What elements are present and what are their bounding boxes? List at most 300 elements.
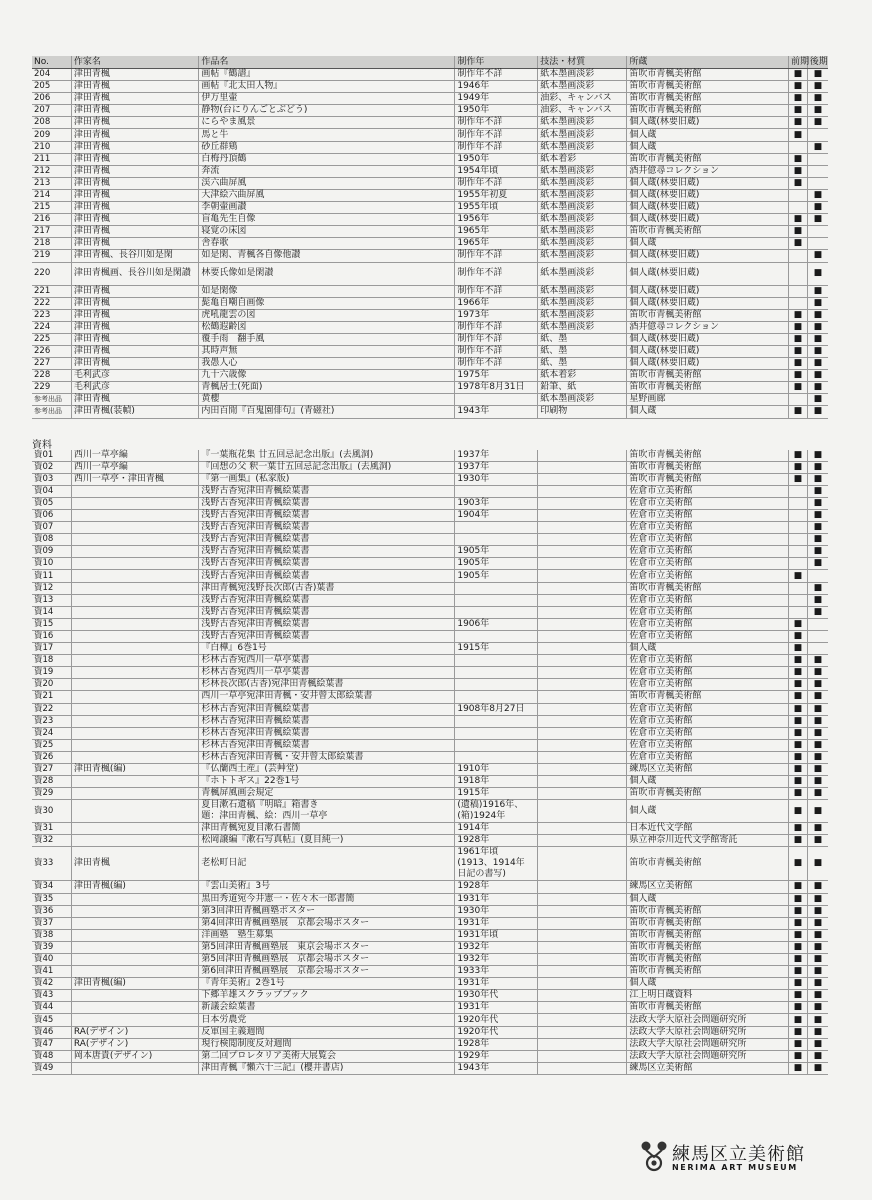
cell-period1-mark: ■ (789, 881, 808, 893)
cell-owner: 笛吹市青楓美術館 (627, 309, 789, 321)
cell-work: 松鶴遐齢図 (199, 321, 455, 333)
table-row (32, 358, 828, 370)
cell-artist (71, 703, 198, 715)
cell-technique (538, 1050, 627, 1062)
cell-artist: 津田青楓画、長谷川如是閑讃 (71, 262, 198, 285)
table-row (32, 321, 828, 333)
cell-work: 新議会絵葉書 (199, 1002, 455, 1014)
cell-technique (538, 800, 627, 823)
cell-owner: 佐倉市立美術館 (627, 594, 789, 606)
cell-period2-mark: ■ (807, 655, 828, 667)
table-row (32, 81, 828, 93)
cell-year: 1905年 (455, 570, 538, 582)
cell-year: 1955年頃 (455, 202, 538, 214)
cell-period1-mark: ■ (789, 739, 808, 751)
cell-owner: 酒井億尋コレクション (627, 321, 789, 333)
cell-period1-mark: ■ (789, 990, 808, 1002)
cell-work: 杉林古香宛津田青楓絵葉書 (199, 727, 455, 739)
cell-no: 資43 (32, 990, 71, 1002)
cell-period2-mark: ■ (807, 667, 828, 679)
cell-period1-mark (789, 558, 808, 570)
cell-owner: 個人蔵(林要旧蔵) (627, 285, 789, 297)
cell-year: 1930年 (455, 905, 538, 917)
cell-work: 浅野古香宛津田青楓絵葉書 (199, 546, 455, 558)
cell-technique (538, 763, 627, 775)
cell-year (455, 739, 538, 751)
cell-technique (538, 715, 627, 727)
cell-owner: 佐倉市立美術館 (627, 570, 789, 582)
cell-year (455, 522, 538, 534)
cell-period2-mark: ■ (807, 954, 828, 966)
cell-owner: 個人蔵(林要旧蔵) (627, 297, 789, 309)
cell-artist: 津田青楓 (71, 321, 198, 333)
table-row (32, 450, 828, 462)
cell-owner: 笛吹市青楓美術館 (627, 226, 789, 238)
cell-no: 資26 (32, 751, 71, 763)
cell-owner: 笛吹市青楓美術館 (627, 450, 789, 462)
cell-period2-mark: ■ (807, 406, 828, 418)
cell-owner: 個人蔵 (627, 776, 789, 788)
cell-work: 大津絵六曲屏風 (199, 189, 455, 201)
cell-period1-mark: ■ (789, 703, 808, 715)
cell-period2-mark: ■ (807, 582, 828, 594)
cell-period1-mark (789, 534, 808, 546)
table-row (32, 497, 828, 509)
cell-period1-mark: ■ (789, 691, 808, 703)
cell-no: 資44 (32, 1002, 71, 1014)
cell-period1-mark: ■ (789, 165, 808, 177)
cell-owner: 個人蔵 (627, 406, 789, 418)
cell-period1-mark: ■ (789, 655, 808, 667)
cell-owner: 笛吹市青楓美術館 (627, 788, 789, 800)
cell-period1-mark: ■ (789, 406, 808, 418)
cell-owner: 佐倉市立美術館 (627, 534, 789, 546)
cell-period2-mark: ■ (807, 751, 828, 763)
cell-period1-mark: ■ (789, 643, 808, 655)
cell-work: 画帖『鶴譜』 (199, 69, 455, 81)
header-year: 制作年 (455, 56, 538, 69)
cell-year: 1943年 (455, 406, 538, 418)
cell-technique: 紙本墨画淡彩 (538, 394, 627, 406)
cell-work: 渓六曲屏風 (199, 177, 455, 189)
cell-work: 林要氏像如是閑讃 (199, 262, 455, 285)
table-row (32, 141, 828, 153)
cell-technique: 紙本墨画淡彩 (538, 214, 627, 226)
cell-no: 211 (32, 153, 71, 165)
cell-period2-mark: ■ (807, 727, 828, 739)
table-row (32, 262, 828, 285)
cell-owner: 法政大学大原社会問題研究所 (627, 1014, 789, 1026)
cell-owner: 個人蔵(林要旧蔵) (627, 214, 789, 226)
table-row (32, 285, 828, 297)
table-row (32, 966, 828, 978)
cell-year: 制作年不詳 (455, 69, 538, 81)
cell-period1-mark: ■ (789, 835, 808, 847)
cell-period2-mark: ■ (807, 93, 828, 105)
cell-period2-mark: ■ (807, 929, 828, 941)
cell-year: 1954年頃 (455, 165, 538, 177)
cell-artist: 津田青楓 (71, 141, 198, 153)
cell-no: 資45 (32, 1014, 71, 1026)
cell-work: 第二回プロレタリア美術大展覧会 (199, 1050, 455, 1062)
cell-technique (538, 978, 627, 990)
cell-owner: 日本近代文学館 (627, 823, 789, 835)
cell-no: 資42 (32, 978, 71, 990)
cell-owner: 星野画廊 (627, 394, 789, 406)
cell-artist (71, 691, 198, 703)
cell-period1-mark (789, 546, 808, 558)
cell-work: 寝覚の床図 (199, 226, 455, 238)
cell-artist: 津田青楓(編) (71, 763, 198, 775)
cell-technique: 紙本墨画淡彩 (538, 202, 627, 214)
cell-year: 1937年 (455, 450, 538, 462)
table-row (32, 546, 828, 558)
cell-period2-mark: ■ (807, 1026, 828, 1038)
cell-year: 制作年不詳 (455, 285, 538, 297)
cell-no: 資25 (32, 739, 71, 751)
cell-artist: RA(デザイン) (71, 1026, 198, 1038)
cell-owner: 笛吹市青楓美術館 (627, 382, 789, 394)
cell-technique (538, 966, 627, 978)
cell-artist (71, 823, 198, 835)
cell-period2-mark (807, 153, 828, 165)
cell-period1-mark: ■ (789, 715, 808, 727)
cell-artist (71, 497, 198, 509)
cell-period1-mark: ■ (789, 309, 808, 321)
cell-work: 浅野古香宛津田青楓絵葉書 (199, 497, 455, 509)
cell-artist: 津田青楓 (71, 297, 198, 309)
cell-artist (71, 954, 198, 966)
cell-owner: 笛吹市青楓美術館 (627, 691, 789, 703)
table-row (32, 214, 828, 226)
cell-artist (71, 1002, 198, 1014)
cell-year: 1903年 (455, 497, 538, 509)
cell-year: 制作年不詳 (455, 141, 538, 153)
cell-work: 覆手雨 翻手風 (199, 333, 455, 345)
cell-artist (71, 606, 198, 618)
cell-artist: 津田青楓 (71, 394, 198, 406)
cell-period2-mark: ■ (807, 800, 828, 823)
cell-technique: 紙本墨画淡彩 (538, 285, 627, 297)
cell-period2-mark (807, 129, 828, 141)
cell-technique: 紙本墨画淡彩 (538, 117, 627, 129)
cell-technique (538, 558, 627, 570)
cell-artist (71, 800, 198, 823)
table-row (32, 917, 828, 929)
cell-year: 1905年 (455, 546, 538, 558)
cell-period2-mark: ■ (807, 739, 828, 751)
cell-owner: 個人蔵 (627, 800, 789, 823)
cell-period2-mark: ■ (807, 534, 828, 546)
cell-owner: 佐倉市立美術館 (627, 558, 789, 570)
cell-artist: 津田青楓 (71, 153, 198, 165)
cell-year: 1949年 (455, 93, 538, 105)
table-row (32, 1062, 828, 1074)
cell-period1-mark: ■ (789, 321, 808, 333)
cell-owner: 法政大学大原社会問題研究所 (627, 1038, 789, 1050)
cell-year: 1956年 (455, 214, 538, 226)
cell-year: 1961年頃 (1913、1914年 日記の書写) (455, 847, 538, 881)
cell-owner: 笛吹市青楓美術館 (627, 917, 789, 929)
header-no: No. (32, 56, 71, 69)
cell-no: 207 (32, 105, 71, 117)
cell-period2-mark: ■ (807, 214, 828, 226)
cell-year: 1931年 (455, 893, 538, 905)
cell-period2-mark: ■ (807, 594, 828, 606)
table-row (32, 309, 828, 321)
cell-period1-mark: ■ (789, 1050, 808, 1062)
cell-period2-mark: ■ (807, 69, 828, 81)
cell-work: 『雲山美術』3号 (199, 881, 455, 893)
cell-work: 洋画塾 塾生募集 (199, 929, 455, 941)
cell-no: 資05 (32, 497, 71, 509)
cell-artist (71, 893, 198, 905)
table-row (32, 954, 828, 966)
cell-no: 資18 (32, 655, 71, 667)
cell-owner: 佐倉市立美術館 (627, 739, 789, 751)
cell-technique (538, 727, 627, 739)
cell-no: 資36 (32, 905, 71, 917)
cell-year: 制作年不詳 (455, 358, 538, 370)
cell-owner: 佐倉市立美術館 (627, 630, 789, 642)
cell-owner: 笛吹市青楓美術館 (627, 1002, 789, 1014)
table-row (32, 129, 828, 141)
cell-artist: 毛利武彦 (71, 370, 198, 382)
cell-owner: 江上明日蔵資料 (627, 990, 789, 1002)
cell-year: 制作年不詳 (455, 177, 538, 189)
cell-period2-mark: ■ (807, 189, 828, 201)
cell-owner: 笛吹市青楓美術館 (627, 81, 789, 93)
cell-year: 1943年 (455, 1062, 538, 1074)
catalog-page (32, 56, 828, 1075)
cell-work: 津田青楓宛浅野長次郎(古香)葉書 (199, 582, 455, 594)
cell-period2-mark: ■ (807, 679, 828, 691)
cell-no: 資30 (32, 800, 71, 823)
cell-work: 画帖『北太田人物』 (199, 81, 455, 93)
cell-no: 218 (32, 238, 71, 250)
cell-period2-mark: ■ (807, 691, 828, 703)
cell-work: 『回想の父 釈一葉廿五回忌記念出版』(去風洞) (199, 461, 455, 473)
cell-technique (538, 776, 627, 788)
cell-technique: 印刷物 (538, 406, 627, 418)
cell-no: 229 (32, 382, 71, 394)
cell-artist: 津田青楓(編) (71, 881, 198, 893)
cell-period1-mark: ■ (789, 358, 808, 370)
table-row (32, 473, 828, 485)
museum-name-en: NERIMA ART MUSEUM (672, 1163, 798, 1172)
cell-owner: 個人蔵(林要旧蔵) (627, 250, 789, 262)
cell-no: 資47 (32, 1038, 71, 1050)
cell-artist: 岡本唐貴(デザイン) (71, 1050, 198, 1062)
cell-year: 1931年 (455, 917, 538, 929)
cell-no: 資37 (32, 917, 71, 929)
cell-period1-mark: ■ (789, 69, 808, 81)
cell-technique (538, 606, 627, 618)
cell-work: 浅野古香宛津田青楓絵葉書 (199, 558, 455, 570)
cell-technique: 紙本墨画淡彩 (538, 165, 627, 177)
cell-no: 資40 (32, 954, 71, 966)
cell-period1-mark: ■ (789, 905, 808, 917)
table-row (32, 905, 828, 917)
cell-period2-mark: ■ (807, 823, 828, 835)
cell-technique: 紙本墨画淡彩 (538, 250, 627, 262)
table-row (32, 990, 828, 1002)
cell-year: 1915年 (455, 788, 538, 800)
table-row (32, 69, 828, 81)
cell-period2-mark: ■ (807, 763, 828, 775)
cell-no: 226 (32, 345, 71, 357)
cell-period1-mark: ■ (789, 345, 808, 357)
cell-no: 225 (32, 333, 71, 345)
cell-period1-mark (789, 485, 808, 497)
cell-period1-mark (789, 285, 808, 297)
cell-owner: 個人蔵(林要旧蔵) (627, 189, 789, 201)
table-row (32, 606, 828, 618)
table-row (32, 643, 828, 655)
table-row (32, 534, 828, 546)
cell-period2-mark: ■ (807, 881, 828, 893)
cell-work: にらやま風景 (199, 117, 455, 129)
table-row (32, 189, 828, 201)
cell-period2-mark: ■ (807, 202, 828, 214)
cell-work: 夏目漱石遺稿『明暗』箱書き 題：津田青楓、絵：西川一草亭 (199, 800, 455, 823)
cell-owner: 笛吹市青楓美術館 (627, 370, 789, 382)
cell-no: 220 (32, 262, 71, 285)
cell-artist: 津田青楓 (71, 309, 198, 321)
cell-no: 資46 (32, 1026, 71, 1038)
table-row (32, 776, 828, 788)
cell-technique (538, 929, 627, 941)
cell-work: 浅野古香宛津田青楓絵葉書 (199, 485, 455, 497)
cell-work: 如是閑、青楓各自像他讃 (199, 250, 455, 262)
cell-technique: 紙本墨画淡彩 (538, 309, 627, 321)
cell-work: 杉林古香宛津田青楓絵葉書 (199, 715, 455, 727)
cell-work: 杉林長次郎(古香)宛津田青楓絵葉書 (199, 679, 455, 691)
cell-period1-mark: ■ (789, 954, 808, 966)
cell-no: 資17 (32, 643, 71, 655)
cell-period1-mark: ■ (789, 763, 808, 775)
cell-artist (71, 485, 198, 497)
cell-no: 資41 (32, 966, 71, 978)
cell-no: 資03 (32, 473, 71, 485)
cell-period1-mark: ■ (789, 1038, 808, 1050)
cell-owner: 笛吹市青楓美術館 (627, 905, 789, 917)
cell-technique (538, 510, 627, 522)
cell-work: 李朝壷画讃 (199, 202, 455, 214)
table-row (32, 226, 828, 238)
cell-technique (538, 788, 627, 800)
cell-period2-mark (807, 177, 828, 189)
cell-artist (71, 739, 198, 751)
cell-technique (538, 630, 627, 642)
cell-technique (538, 703, 627, 715)
table-row (32, 345, 828, 357)
cell-owner: 練馬区立美術館 (627, 1062, 789, 1074)
cell-work: 第3回津田青楓画塾ポスター (199, 905, 455, 917)
cell-year: 1932年 (455, 954, 538, 966)
cell-no: 資29 (32, 788, 71, 800)
header-artist: 作家名 (71, 56, 198, 69)
cell-period2-mark: ■ (807, 847, 828, 881)
cell-owner: 笛吹市青楓美術館 (627, 153, 789, 165)
cell-no: 資27 (32, 763, 71, 775)
cell-artist: 西川一草亭・津田青楓 (71, 473, 198, 485)
cell-no: 204 (32, 69, 71, 81)
cell-no: 205 (32, 81, 71, 93)
cell-period2-mark: ■ (807, 81, 828, 93)
cell-period1-mark (789, 297, 808, 309)
cell-work: 『仏蘭西土産』(芸艸堂) (199, 763, 455, 775)
cell-year (455, 751, 538, 763)
cell-no: 資35 (32, 893, 71, 905)
cell-technique: 紙本墨画淡彩 (538, 262, 627, 285)
table-row (32, 881, 828, 893)
cell-period1-mark (789, 202, 808, 214)
cell-owner: 佐倉市立美術館 (627, 497, 789, 509)
cell-period2-mark: ■ (807, 105, 828, 117)
cell-period2-mark: ■ (807, 990, 828, 1002)
cell-work: 青楓居士(死面) (199, 382, 455, 394)
cell-work: 第5回津田青楓画塾展 東京会場ポスター (199, 941, 455, 953)
cell-year (455, 534, 538, 546)
cell-period2-mark: ■ (807, 141, 828, 153)
header-owner: 所蔵 (627, 56, 789, 69)
cell-owner: 笛吹市青楓美術館 (627, 461, 789, 473)
cell-owner: 佐倉市立美術館 (627, 546, 789, 558)
cell-period2-mark: ■ (807, 893, 828, 905)
cell-period1-mark (789, 594, 808, 606)
cell-owner: 笛吹市青楓美術館 (627, 966, 789, 978)
cell-year: 1920年代 (455, 1014, 538, 1026)
cell-no: 資15 (32, 618, 71, 630)
cell-owner: 佐倉市立美術館 (627, 510, 789, 522)
cell-work: 如是閑像 (199, 285, 455, 297)
cell-no: 216 (32, 214, 71, 226)
cell-year: 1955年初夏 (455, 189, 538, 201)
cell-work: 『一葉瓶花集 廿五回忌記念出版』(去風洞) (199, 450, 455, 462)
cell-period1-mark: ■ (789, 93, 808, 105)
cell-period1-mark (789, 262, 808, 285)
cell-owner: 笛吹市青楓美術館 (627, 69, 789, 81)
cell-period1-mark (789, 189, 808, 201)
cell-work: 虎吼龍雲の図 (199, 309, 455, 321)
cell-period1-mark: ■ (789, 929, 808, 941)
cell-technique (538, 570, 627, 582)
cell-period1-mark: ■ (789, 105, 808, 117)
cell-owner: 笛吹市青楓美術館 (627, 105, 789, 117)
cell-owner: 個人蔵(林要旧蔵) (627, 262, 789, 285)
cell-period2-mark: ■ (807, 321, 828, 333)
cell-year: 1930年代 (455, 990, 538, 1002)
cell-year (455, 606, 538, 618)
cell-year: 1932年 (455, 941, 538, 953)
cell-year: 制作年不詳 (455, 321, 538, 333)
cell-period1-mark: ■ (789, 978, 808, 990)
cell-year: 制作年不詳 (455, 250, 538, 262)
cell-no: 212 (32, 165, 71, 177)
cell-technique (538, 534, 627, 546)
cell-artist (71, 917, 198, 929)
cell-year: 1965年 (455, 226, 538, 238)
cell-technique: 紙本墨画淡彩 (538, 226, 627, 238)
cell-work: 現行検閲制度反対週間 (199, 1038, 455, 1050)
cell-artist: RA(デザイン) (71, 1038, 198, 1050)
cell-period2-mark: ■ (807, 333, 828, 345)
cell-period2-mark (807, 238, 828, 250)
cell-period2-mark: ■ (807, 394, 828, 406)
cell-year (455, 727, 538, 739)
table-row (32, 630, 828, 642)
